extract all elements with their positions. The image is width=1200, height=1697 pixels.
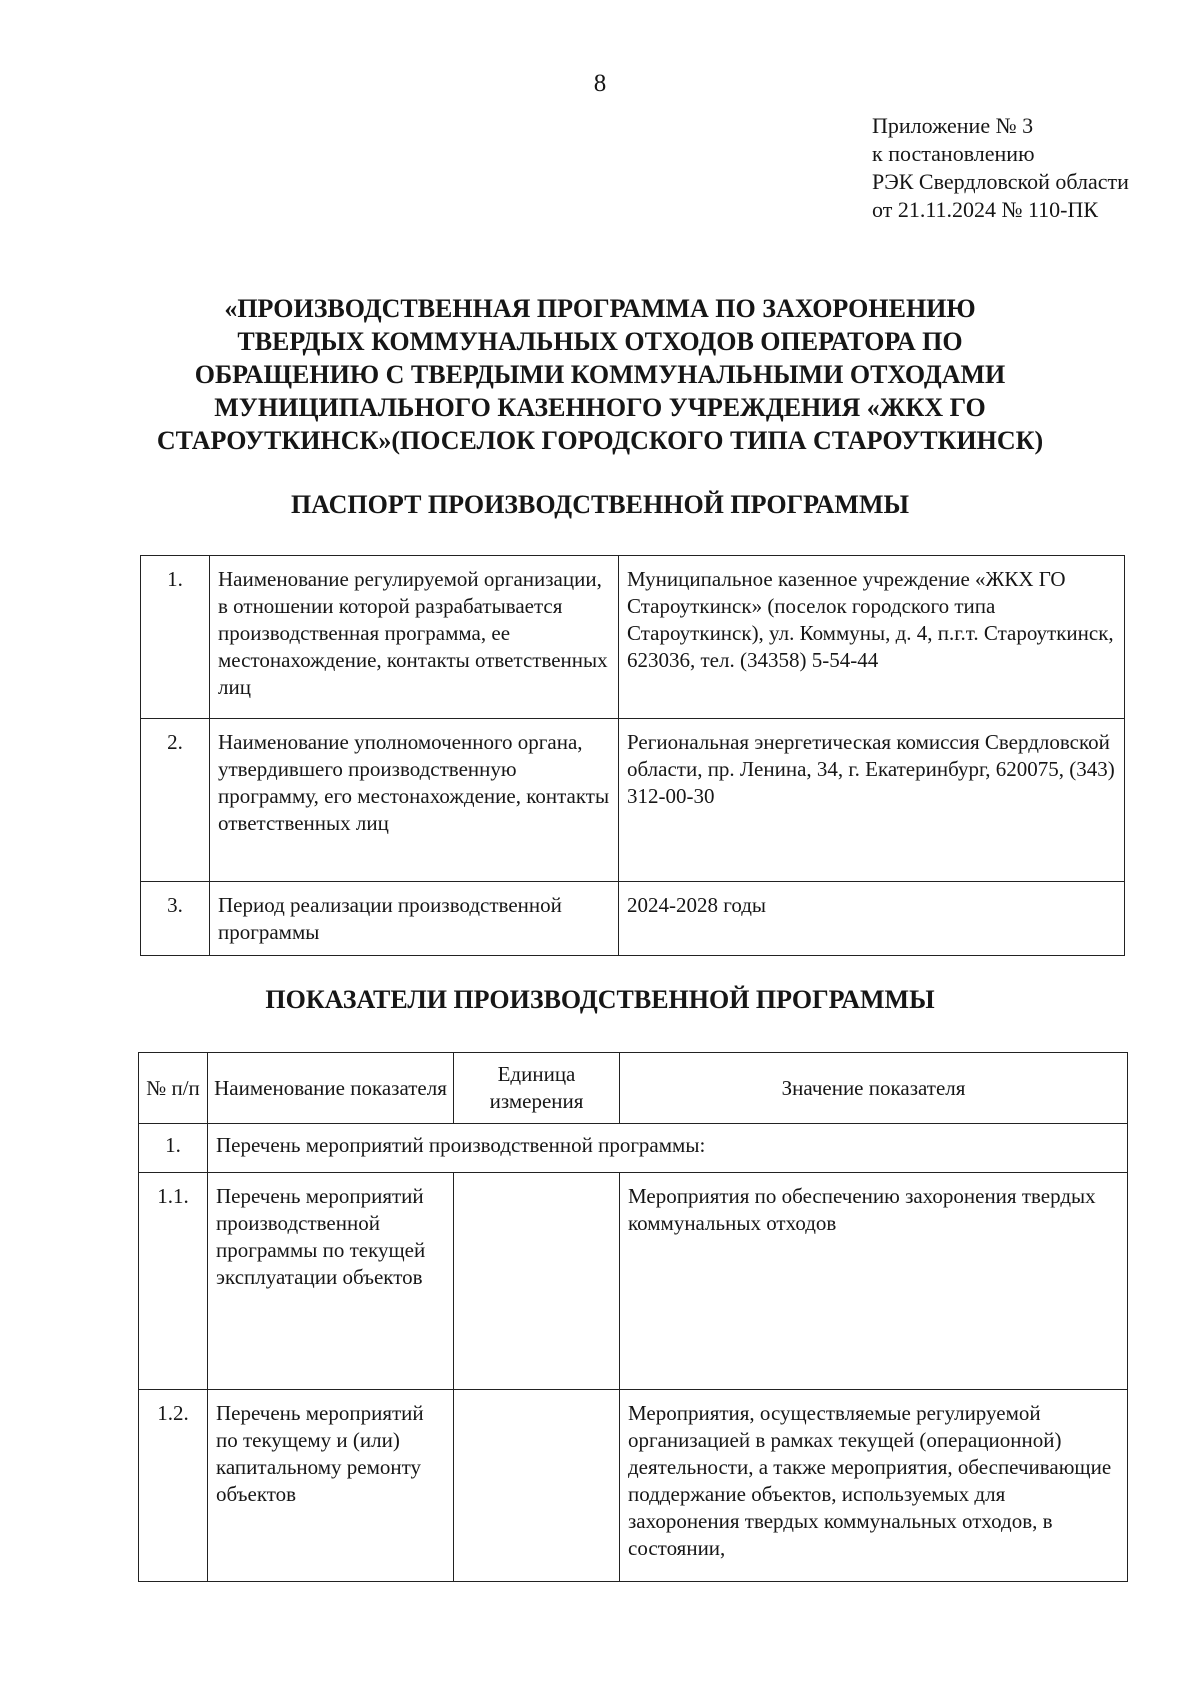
table-row: [141, 882, 1125, 956]
table-header-row: [139, 1053, 1128, 1124]
title-line: «ПРОИЗВОДСТВЕННАЯ ПРОГРАММА ПО ЗАХОРОНЕНИЮ: [224, 294, 976, 323]
row-name: Перечень мероприятий производственной программы по текущей эксплуатации объектов: [208, 1173, 454, 1390]
table-row: [141, 719, 1125, 882]
page-number: 8: [593, 70, 607, 97]
title-line: МУНИЦИПАЛЬНОГО КАЗЕННОГО УЧРЕЖДЕНИЯ «ЖКХ ГО: [214, 393, 986, 422]
row-value: Муниципальное казенное учреждение «ЖКХ ГО Староуткинск» (поселок городского типа Староуткинск), ул. Коммуны, д. 4, п.г.т. Староуткинск, 623036, тел. (34358) 5-54-44: [619, 556, 1125, 719]
header-name: Наименование показателя: [208, 1053, 454, 1124]
row-value: Региональная энергетическая комиссия Свердловской области, пр. Ленина, 34, г. Екатеринбург, 620075, (343) 312-00-30: [619, 719, 1125, 882]
row-unit: [454, 1390, 620, 1582]
annex-line: к постановлению: [872, 141, 1035, 166]
annex-line: от 21.11.2024 № 110-ПК: [872, 197, 1099, 222]
row-name: Период реализации производственной программы: [210, 882, 619, 956]
header-num: № п/п: [139, 1053, 208, 1124]
title-line: СТАРОУТКИНСК»(ПОСЕЛОК ГОРОДСКОГО ТИПА СТАРОУТКИНСК): [156, 426, 1044, 455]
passport-table: [140, 555, 1125, 956]
table-row: [139, 1173, 1128, 1390]
row-value: 2024-2028 годы: [619, 882, 1125, 956]
row-value: Мероприятия, осуществляемые регулируемой организацией в рамках текущей (операционной) деятельности, а также мероприятия, обеспечивающие поддержание объектов, используемых для захоронения твердых коммунальных отходов, в состоянии,: [620, 1390, 1128, 1582]
row-name: Наименование уполномоченного органа, утвердившего производственную программу, его местонахождение, контакты ответственных лиц: [210, 719, 619, 882]
row-value: Мероприятия по обеспечению захоронения твердых коммунальных отходов: [620, 1173, 1128, 1390]
header-value: Значение показателя: [620, 1053, 1128, 1124]
row-number: 1.2.: [139, 1390, 208, 1582]
table-section-row: [139, 1124, 1128, 1173]
row-number: 2.: [141, 719, 210, 882]
row-name: Наименование регулируемой организации, в отношении которой разрабатывается производственная программа, ее местонахождение, контакты ответственных лиц: [210, 556, 619, 719]
header-unit: Единица измерения: [454, 1053, 620, 1124]
section-text: Перечень мероприятий производственной программы:: [208, 1124, 1128, 1173]
document-title: [140, 292, 1060, 457]
row-number: 1.1.: [139, 1173, 208, 1390]
table-row: [139, 1390, 1128, 1582]
annex-line: РЭК Свердловской области: [872, 169, 1129, 194]
table-row: [141, 556, 1125, 719]
title-line: ОБРАЩЕНИЮ С ТВЕРДЫМИ КОММУНАЛЬНЫМИ ОТХОДАМИ: [194, 360, 1006, 389]
indicators-table: [138, 1052, 1128, 1582]
passport-title: ПАСПОРТ ПРОИЗВОДСТВЕННОЙ ПРОГРАММЫ: [290, 490, 910, 519]
row-unit: [454, 1173, 620, 1390]
row-number: 1.: [139, 1124, 208, 1173]
indicators-title: ПОКАЗАТЕЛИ ПРОИЗВОДСТВЕННОЙ ПРОГРАММЫ: [265, 985, 935, 1014]
row-number: 3.: [141, 882, 210, 956]
row-name: Перечень мероприятий по текущему и (или) капитальному ремонту объектов: [208, 1390, 454, 1582]
annex-line: Приложение № 3: [872, 113, 1034, 138]
annex-block: [872, 112, 1129, 224]
row-number: 1.: [141, 556, 210, 719]
title-line: ТВЕРДЫХ КОММУНАЛЬНЫХ ОТХОДОВ ОПЕРАТОРА ПО: [237, 327, 963, 356]
